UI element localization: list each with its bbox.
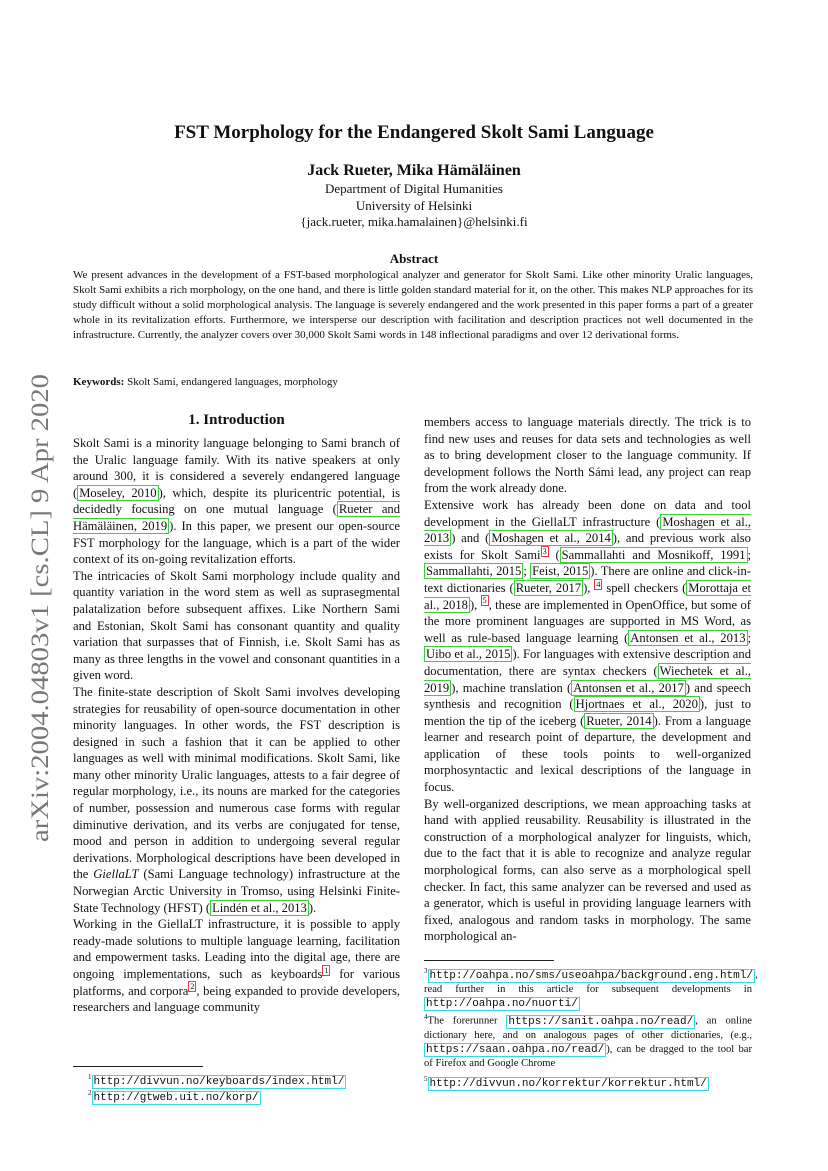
university: University of Helsinki xyxy=(355,197,473,213)
citation-link[interactable]: Morottaja et al., 2018 xyxy=(424,580,751,612)
footnote-ref[interactable]: 4 xyxy=(596,579,601,589)
citation-link[interactable]: Sammallahti and Mosnikoff, 1991 xyxy=(561,547,746,562)
footnote-4: $^4$The forerunner https://sanit.oahpa.no/read/ , an online dictionary here, and on analogous pages of other dictionaries, (e.g., https://saan.oahpa.no/read/ ), can be dragged to the tool bar of Firefox and Google Chrome xyxy=(424,1013,752,1069)
footnote-ref[interactable]: 5 xyxy=(482,596,487,606)
footnote-url-link[interactable]: https://saan.oahpa.no/read/ xyxy=(426,1043,605,1056)
footnote-1: $^1$ http://divvun.no/keyboards/index.html/ xyxy=(88,1073,345,1088)
citation-link[interactable]: Rueter, 2017 xyxy=(515,580,582,595)
footnote-url-link[interactable]: http://gtweb.uit.no/korp/ xyxy=(93,1091,259,1104)
citation-link[interactable]: Antonsen et al., 2017 xyxy=(573,680,684,695)
footnote-ref[interactable]: 3 xyxy=(542,546,547,556)
intro-paragraph-1: Skolt Sami is a minority language belonging to Sami branch of the Uralic language family. With its native speakers at only around 300, it is considered a severely endangered language ( Moseley, 2010 ), which, despite its pluricentric potential, is decidedly focusing on one mutual language ( Rueter and Hämäläinen, 2019 ). In this paper, we present our open-source FST morphology for the language, which is a part of the wider context of its on-going revitalization efforts. xyxy=(73,436,401,567)
abstract-text: We present advances in the development of a FST-based morphological analyzer and generator for Skolt Sami. Like other minority Uralic languages, Skolt Sami exhibits a rich morphology, on the one hand, and there is little golden standard material for it, on the other. This makes NLP approaches for its study difficult without a solid morphological analysis. The language is severely endangered and the work presented in this paper forms a part of a greater whole in its revitalization efforts. Furthermore, we intersperse our description with facilitation and description practices not well documented in the infrastructure. Currently, the analyzer covers over 30,000 Skolt Sami words in 148 inflectional paradigms and over 12 derivational forms. xyxy=(73,269,753,341)
footnote-url-link[interactable]: http://oahpa.no/nuorti/ xyxy=(426,997,578,1010)
right-paragraph-2: Extensive work has already been done on data and tool development in the GiellaLT infrastructure ( Moshagen et al., 2013 ) and ( Moshagen et al., 2014 ), and previous work also exists for Skolt Sami $^3$ ( Sammallahti and Mosnikoff, 1991 ; Sammallahti, 2015 ; Feist, 2015 ). There are online and click-in-text dictionaries ( Rueter, 2017 ), $^4$ spell checkers ( Morottaja et al., 2018 ), $^5$ , these are implemented in OpenOffice, but some of the more prominent languages are supported in MS Word, as well as rule-based language learning ( Antonsen et al., 2013 ; Uibo et al., 2015 ). For languages with extensive description and documentation, there are syntax checkers ( Wiechetek et al., 2019 ), machine translation ( Antonsen et al., 2017 ) and speech synthesis and recognition ( Hjortnaes et al., 2020 ), just to mention the tip of the iceberg ( Rueter, 2014 ). From a language learner and research point of departure, the development and application of these tools points to well-organized morphosyntactic and lexical descriptions of the language in focus. xyxy=(424,497,752,795)
left-column xyxy=(73,410,400,1016)
citation-link[interactable]: Uibo et al., 2015 xyxy=(426,647,511,662)
citation-link[interactable]: Rueter, 2014 xyxy=(586,713,652,728)
citation-link[interactable]: Rueter and Hämäläinen, 2019 xyxy=(73,502,401,533)
citation-link[interactable]: Antonsen et al., 2013 xyxy=(630,630,746,645)
citation-link[interactable]: Sammallahti, 2015 xyxy=(426,564,522,579)
intro-paragraph-4: Working in the GiellaLT infrastructure, it is possible to apply ready-made solutions to multiple language learning, facilitation and empowerment tasks. Leading into the digital age, there are ongoing implementations, such as keyboards $^1$ for various platforms, and corpora $^2$ , being expanded to provide developers, researchers and language community xyxy=(73,917,400,1015)
footnote-rule xyxy=(424,960,554,961)
citation-link[interactable]: Hjortnaes et al., 2020 xyxy=(575,697,698,712)
footnote-2: $^2$ http://gtweb.uit.no/korp/ xyxy=(88,1089,259,1104)
author-names: Jack Rueter, Mika Hämäläinen xyxy=(307,162,521,179)
section-heading: 1. Introduction xyxy=(188,412,285,428)
intro-paragraph-2: The intricacies of Skolt Sami morphology include quality and quantity variation in the word stem as well as suprasegmental palatalization before subsequent affixes. Like Northern Sami and Estonian, Skolt Sami has consonant quantity and quality variation that surpasses that of Finnish, i.e. Skolt Sami has as many as three lengths in the vowel and consonant quantities in a given word. xyxy=(73,568,400,683)
department: Department of Digital Humanities xyxy=(325,181,503,196)
affiliation xyxy=(0,181,828,231)
footnote-url-link[interactable]: http://divvun.no/korrektur/korrektur.html/ xyxy=(429,1077,707,1090)
abstract-heading: Abstract xyxy=(389,251,439,266)
footnote-url-link[interactable]: https://sanit.oahpa.no/read/ xyxy=(508,1015,694,1028)
intro-paragraph-3: The finite-state description of Skolt Sami involves developing strategies for reusability of open-source documentation in other minority languages. In other words, the FST description is designed in such a fashion that it can be applied to other languages as well with minimal modifications. Skolt Sami, like many other minority Uralic languages, attests to a fair degree of regular morphology, i.e., its nouns are marked for the categories of number, possession and numerous case forms with regular diminutive derivation, and its verbs are conjugated for tense, mood and person in addition to undergoing several regular derivations. Morphological descriptions have been developed in the GiellaLT (Sami Language technology) infrastructure at the Norwegian Arctic University in Tromso, using Helsinki Finite-State Technology (HFST) ( Lindén et al., 2013 ). xyxy=(73,684,400,915)
citation-link[interactable]: Lindén et al., 2013 xyxy=(212,900,307,915)
citation-link[interactable]: Moshagen et al., 2013 xyxy=(424,514,751,546)
right-paragraph-3: By well-organized descriptions, we mean approaching tasks at hand with applied reusability. Reusability is illustrated in the construction of a morphological analyzer for linguists, which, due to the fact that it is able to recognize and analyze regular morphological forms, can also serve as a morphological spell checker. In fact, this same analyzer can be reversed and used as a generator, which is useful in providing language learners with fixed, analogous and random tasks in morphology. The same morphological an- xyxy=(424,796,751,944)
footnote-ref[interactable]: 2 xyxy=(190,982,195,992)
footnote-url-link[interactable]: http://oahpa.no/sms/useoahpa/background.eng.html/ xyxy=(429,969,753,982)
email: {jack.rueter, mika.hamalainen}@helsinki.fi xyxy=(300,214,528,229)
footnote-url-link[interactable]: http://divvun.no/keyboards/index.html/ xyxy=(93,1075,345,1088)
paper-title: FST Morphology for the Endangered Skolt Sami Language xyxy=(174,122,654,143)
arxiv-sidebar-stamp xyxy=(8,372,64,842)
keywords-label: Keywords: xyxy=(73,376,125,388)
right-column xyxy=(424,414,751,945)
right-paragraph-1: members access to language materials directly. The trick is to find new uses and reuses for data sets and technologies as well as to bring development closer to the language community. If development follows the North Sámi lead, any project can reap from the work already done. xyxy=(424,415,751,496)
footnote-ref[interactable]: 1 xyxy=(324,965,329,975)
citation-link[interactable]: Wiechetek et al., 2019 xyxy=(424,663,751,695)
citation-link[interactable]: Feist, 2015 xyxy=(532,564,589,579)
arxiv-id-text: arXiv:2004.04803v1 [cs.CL] 9 Apr 2020 xyxy=(27,433,54,842)
keywords-text: Skolt Sami, endangered languages, morphology xyxy=(124,376,338,388)
citation-link[interactable]: Moseley, 2010 xyxy=(79,485,157,500)
footnote-rule xyxy=(73,1066,203,1067)
footnote-3: $^3$ http://oahpa.no/sms/useoahpa/background.eng.html/ , read further in this article for subsequent developments in http://oahpa.no/nuorti/ xyxy=(424,967,758,1010)
citation-link[interactable]: Moshagen et al., 2014 xyxy=(491,531,611,546)
footnote-5: $^5$ http://divvun.no/korrektur/korrektur.html/ xyxy=(424,1075,707,1090)
keywords xyxy=(73,376,338,388)
